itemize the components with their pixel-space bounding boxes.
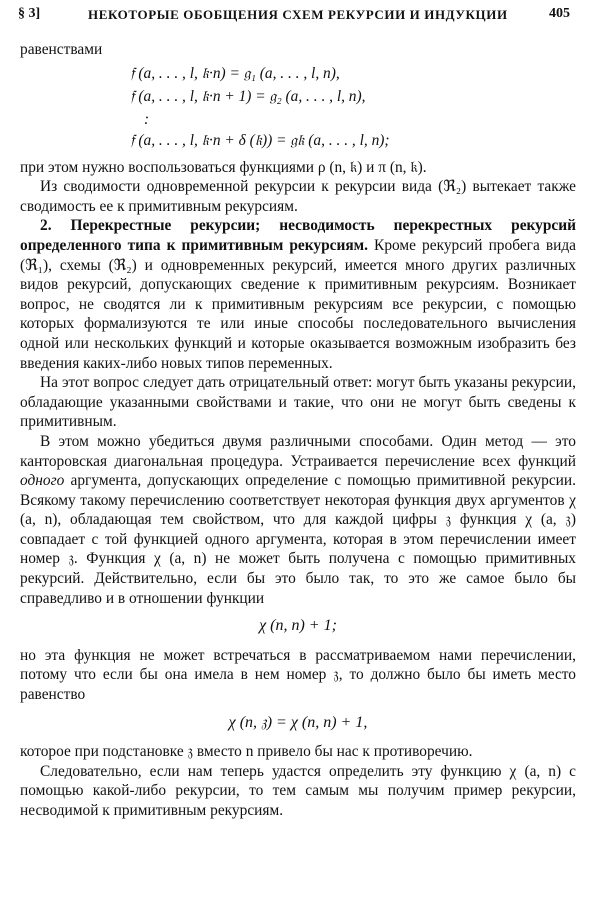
running-header [18,6,576,24]
paragraph-conclusion: Следовательно, если нам теперь удастся определить эту функцию χ (a, n) с помощью какой-либо рекурсии, то тем самым мы получим пример рекурсии, несводимой к примитивным рекурсиям. [20,762,576,819]
display-equation-2: χ (n, 𝔷) = χ (n, n) + 1, [228,713,368,731]
paragraph-contradiction: которое при подстановке 𝔷 вместо n привело бы нас к противоречию. [20,743,473,761]
equation-ellipsis: : [144,110,150,128]
running-title: НЕКОТОРЫЕ ОБОБЩЕНИЯ СХЕМ РЕКУРСИИ И ИНДУКЦИИ [88,7,508,22]
diagonal-text-a: В этом можно убедиться двумя различными способами. Один метод — это канторовская диагональная процедура. Устраивается перечисление всех функций [20,432,576,470]
paragraph-numbering: но эта функция не может встречаться в рассматриваемом нами перечислении, потому что если бы она имела в нем номер 𝔷, то должно было бы иметь место равенство [20,646,576,704]
equation-2: 𝔣 (a, . . . , l, 𝔨·n + 1) = 𝔤₂ (a, . . . , l, n), [130,87,366,105]
intro-line: равенствами [20,41,103,58]
page-number: 405 [549,6,570,21]
page-body [20,40,576,821]
section-marker: § 3] [18,6,41,21]
equation-system [130,64,576,154]
paragraph-reducibility: Из сводимости одновременной рекурсии к рекурсии вида (ℜ₂) вытекает также сводимость ее к примитивным рекурсиям. [20,178,576,215]
paragraph-answer: На этот вопрос следует дать отрицательный ответ: могут быть указаны рекурсии, обладающие указанными свойствами и такие, что они не могут быть сведены к примитивным. [20,374,576,431]
subsection-text: Кроме рекурсий пробега вида (ℜ₁), схемы (ℜ₂) и одновременных рекурсий, имеется много других различных видов рекурсий, допускающих сведение к примитивным рекурсиям. Возникает вопрос, не сводятся ли к примитивным рекурсиям все рекурсии, с помощью которых формализуются те или иные способы последовательного вычисления одной или нескольких функций и которые оказывается возможным изобразить без введения каких-либо новых типов переменных. [20,236,577,372]
diagonal-emphasis: одного [20,472,65,490]
paragraph-cross-recursions [20,216,576,373]
equation-1: 𝔣 (a, . . . , l, 𝔨·n) = 𝔤₁ (a, . . . , l, n), [130,64,340,82]
display-equation-1: χ (n, n) + 1; [259,617,337,635]
paragraph-diagonal [20,432,576,608]
equation-3: 𝔣 (a, . . . , l, 𝔨·n + δ (𝔨)) = 𝔤𝔨 (a, . . . , l, n); [130,131,390,149]
subsection-heading: 2. Перекрестные рекурсии; несводимость перекрестных рекурсий определенного типа к примитивным рекурсиям. [20,217,576,254]
paragraph-functions: при этом нужно воспользоваться функциями ρ (n, 𝔨) и π (n, 𝔨). [20,158,427,176]
diagonal-text-b: аргумента, допускающих определение с помощью примитивной рекурсии. Всякому такому перечислению соответствует некоторая функция двух аргументов χ (a, n), обладающая тем свойством, что для каждой цифры 𝔷 функция χ (a, 𝔷) совпадает с той функцией одного аргумента, которая в этом перечислении имеет номер 𝔷. Функция χ (a, n) не может быть получена с помощью примитивных рекурсий. Действительно, если бы это было так, то это же самое было бы справедливо и в отношении функции [20,472,576,607]
